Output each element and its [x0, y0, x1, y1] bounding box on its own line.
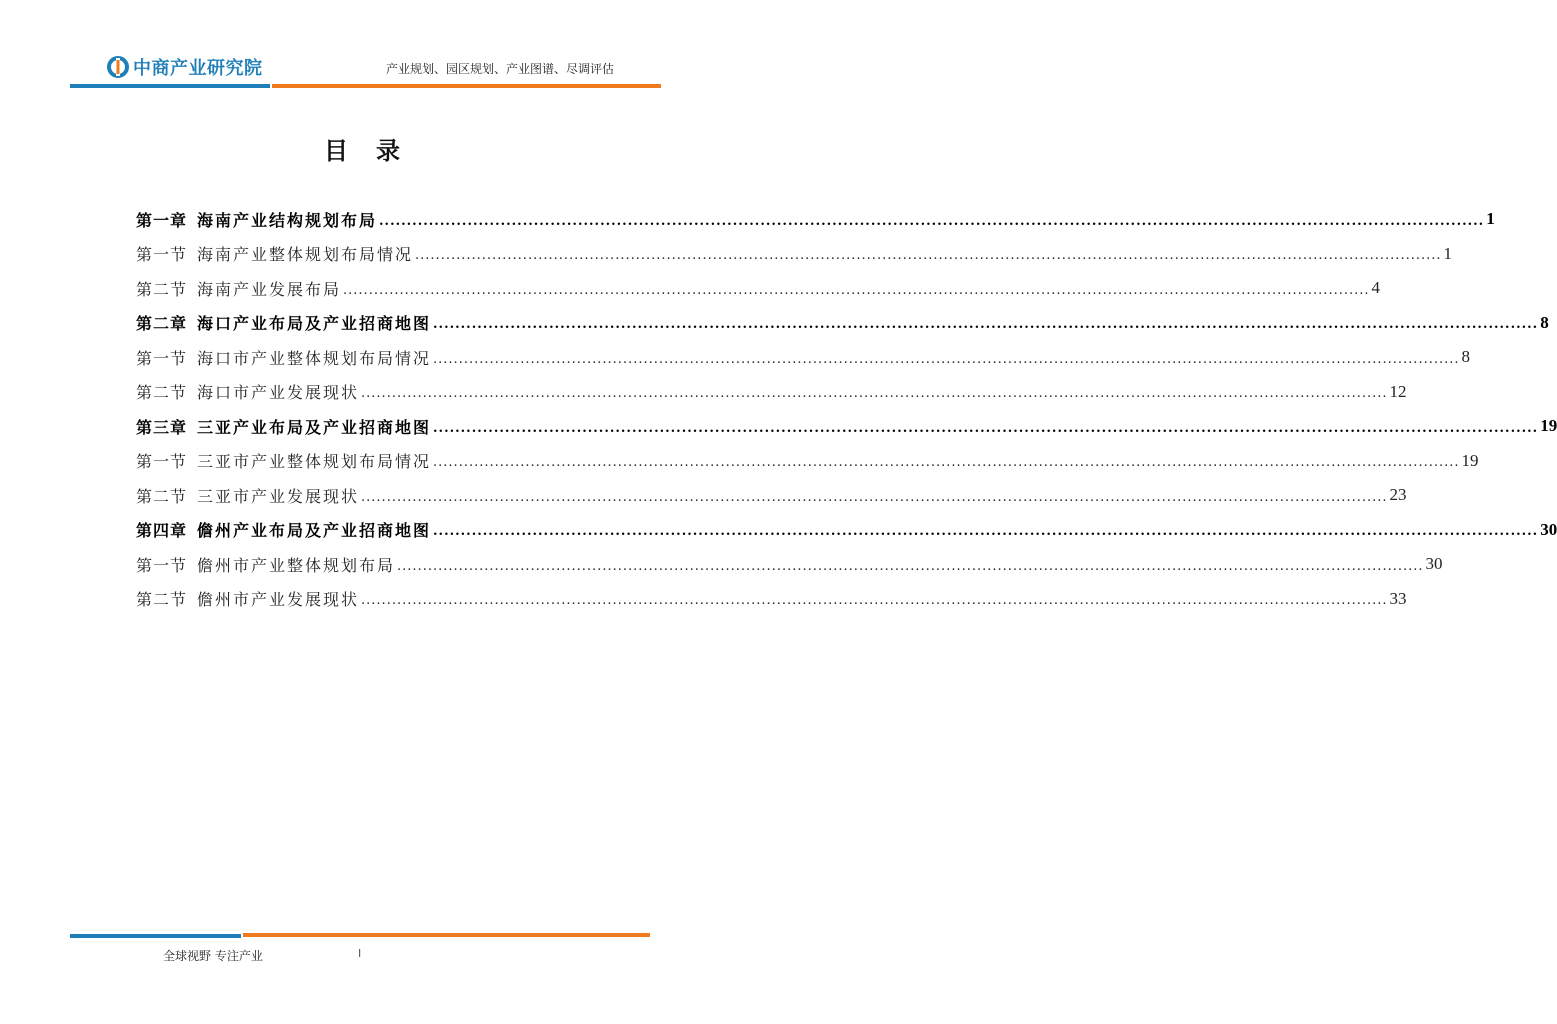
toc-page-number: 33 — [1389, 588, 1407, 608]
toc-entry-title: 三亚市产业发展现状 — [197, 486, 360, 506]
toc-entry-number: 第一节 — [136, 348, 188, 368]
toc-chapter-entry[interactable] — [136, 409, 1557, 444]
toc-chapter-entry[interactable] — [136, 306, 1549, 341]
footer-slogan: 全球视野 专注产业 — [163, 949, 263, 963]
toc-page-number: 8 — [1540, 312, 1549, 332]
toc-leader-dots: ........................................................................................................................................................................................................ — [415, 248, 1442, 263]
toc-chapter-entry[interactable] — [136, 202, 1495, 237]
toc-entry-title: 海口市产业整体规划布局情况 — [197, 348, 432, 368]
toc-page-number: 12 — [1389, 381, 1407, 401]
toc-entry-number: 第二节 — [136, 383, 188, 403]
toc-leader-dots: ........................................................................................................................................................................................................ — [433, 455, 1460, 470]
header-tagline: 产业规划、园区规划、产业图谱、尽调评估 — [385, 62, 614, 76]
toc-entry-number: 第二章 — [136, 314, 188, 334]
toc-section-entry[interactable] — [136, 237, 1452, 272]
toc-leader-dots: ........................................................................................................................................................................................................ — [433, 524, 1539, 539]
toc-entry-number: 第二节 — [136, 590, 188, 610]
toc-section-entry[interactable] — [136, 547, 1443, 582]
toc-leader-dots: ........................................................................................................................................................................................................ — [397, 558, 1424, 574]
table-of-contents — [136, 202, 1557, 616]
toc-page-number: 1 — [1443, 243, 1452, 263]
header-divider-orange — [272, 84, 661, 88]
toc-entry-title: 海口产业布局及产业招商地图 — [197, 314, 432, 334]
logo-text: 中商产业研究院 — [133, 58, 263, 79]
toc-entry-number: 第四章 — [136, 521, 188, 541]
footer-divider-orange — [243, 933, 650, 937]
toc-entry-title: 儋州产业布局及产业招商地图 — [197, 521, 432, 541]
toc-chapter-entry[interactable] — [136, 513, 1557, 548]
toc-page-number: 4 — [1371, 278, 1380, 298]
toc-leader-dots: ........................................................................................................................................................................................................ — [361, 593, 1388, 608]
toc-section-entry[interactable] — [136, 582, 1407, 617]
toc-entry-title: 三亚市产业整体规划布局情况 — [197, 452, 432, 472]
toc-entry-number: 第一节 — [136, 452, 188, 472]
toc-entry-title: 海口市产业发展现状 — [197, 383, 360, 403]
page-header — [0, 0, 724, 100]
toc-section-entry[interactable] — [136, 444, 1479, 479]
toc-entry-number: 第二节 — [136, 486, 188, 506]
toc-leader-dots: ........................................................................................................................................................................................................ — [343, 282, 1370, 298]
toc-leader-dots: ........................................................................................................................................................................................................ — [379, 213, 1485, 229]
toc-page-number: 30 — [1540, 519, 1557, 539]
toc-page-number: 19 — [1461, 450, 1479, 470]
toc-entry-number: 第一章 — [136, 210, 188, 230]
toc-entry-number: 第一节 — [136, 555, 188, 575]
toc-page-number: 23 — [1389, 485, 1407, 505]
toc-entry-title: 儋州市产业整体规划布局 — [197, 555, 396, 575]
toc-section-entry[interactable] — [136, 478, 1407, 513]
toc-section-entry[interactable] — [136, 271, 1380, 306]
company-logo — [107, 54, 263, 80]
footer-page-marker: I — [358, 947, 362, 960]
toc-entry-title: 海南产业结构规划布局 — [197, 210, 378, 230]
toc-section-entry[interactable] — [136, 375, 1407, 410]
logo-mark-icon — [107, 56, 129, 78]
toc-entry-title: 儋州市产业发展现状 — [197, 590, 360, 610]
footer-divider-blue — [70, 934, 241, 938]
toc-page-number: 19 — [1540, 416, 1557, 436]
toc-leader-dots: ........................................................................................................................................................................................................ — [361, 386, 1388, 401]
toc-leader-dots: ........................................................................................................................................................................................................ — [433, 420, 1539, 436]
toc-leader-dots: ........................................................................................................................................................................................................ — [361, 489, 1388, 505]
toc-entry-title: 海南产业发展布局 — [197, 279, 342, 299]
toc-entry-number: 第一节 — [136, 245, 188, 265]
toc-entry-title: 三亚产业布局及产业招商地图 — [197, 417, 432, 437]
toc-section-entry[interactable] — [136, 340, 1470, 375]
header-divider-blue — [70, 84, 270, 88]
toc-entry-number: 第二节 — [136, 279, 188, 299]
toc-page-number: 8 — [1461, 347, 1470, 367]
toc-leader-dots: ........................................................................................................................................................................................................ — [433, 317, 1539, 332]
toc-entry-title: 海南产业整体规划布局情况 — [197, 245, 414, 265]
page-title: 目录 — [324, 136, 428, 165]
toc-page-number: 1 — [1486, 209, 1495, 229]
toc-page-number: 30 — [1425, 554, 1443, 574]
toc-leader-dots: ........................................................................................................................................................................................................ — [433, 351, 1460, 367]
toc-entry-number: 第三章 — [136, 417, 188, 437]
